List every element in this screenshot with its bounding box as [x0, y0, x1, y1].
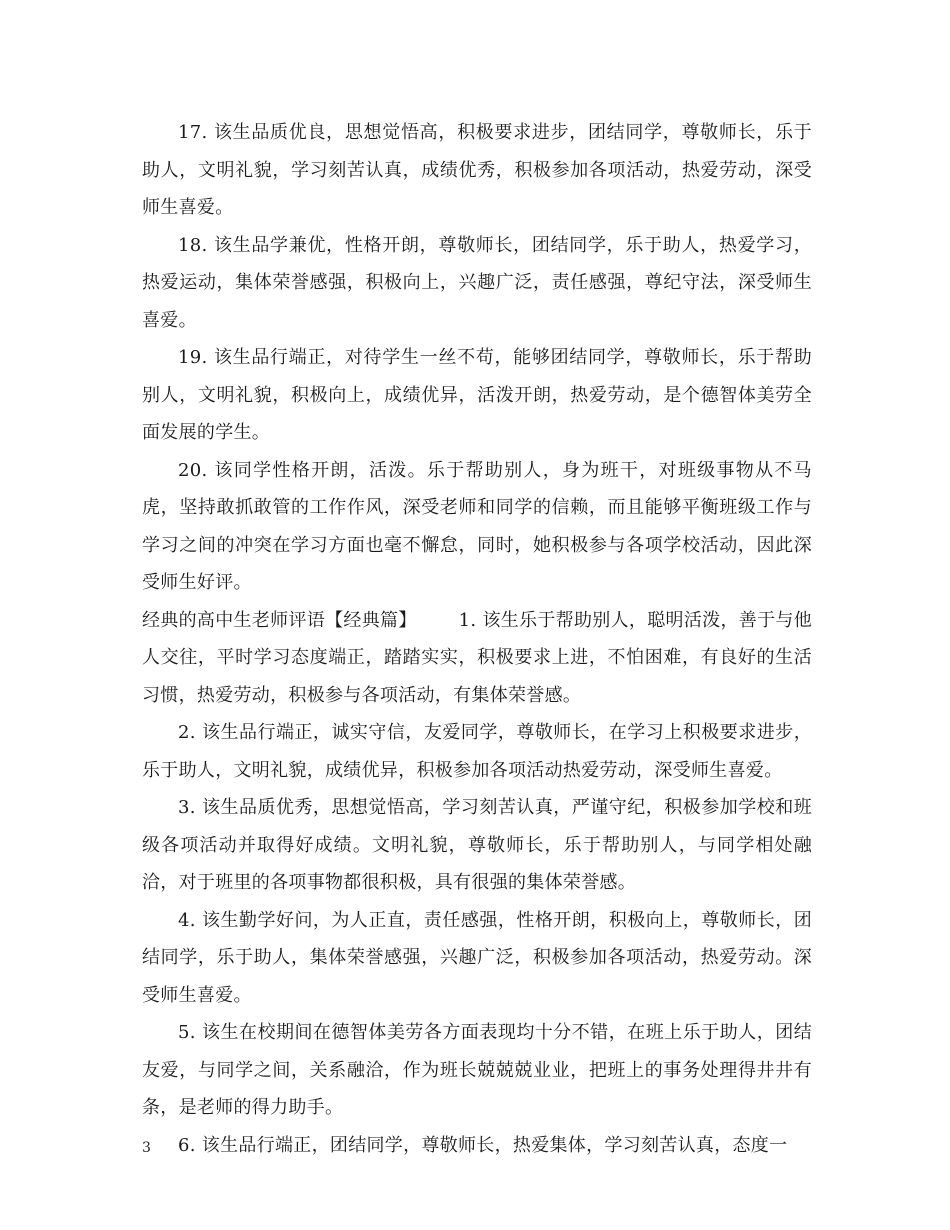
item-4: 4. 该生勤学好问，为人正直，责任感强，性格开朗，积极向上，尊敬师长，团结同学，乐于助人，集体荣誉感强，兴趣广泛，积极参加各项活动，热爱劳动。深受师生喜爱。	[142, 909, 812, 1006]
paragraph-17: 17. 该生品质优良，思想觉悟高，积极要求进步，团结同学，尊敬师长，乐于助人，文明礼貌，学习刻苦认真，成绩优秀，积极参加各项活动，热爱劳动，深受师生喜爱。	[142, 122, 812, 218]
section-paragraph	[142, 602, 812, 715]
paragraph-19: 19. 该生品行端正，对待学生一丝不苟，能够团结同学，尊敬师长，乐于帮助别人，文明礼貌，积极向上，成绩优异，活泼开朗，热爱劳动，是个德智体美劳全面发展的学生。	[142, 347, 812, 443]
section-heading: 经典的高中生老师评语【经典篇】	[142, 609, 417, 631]
page-number: 3	[142, 1140, 151, 1156]
document-body	[142, 114, 812, 1164]
item-5: 5. 该生在校期间在德智体美劳各方面表现均十分不错，在班上乐于助人，团结友爱，与同学之间，关系融洽，作为班长兢兢兢业业，把班上的事务处理得井井有条，是老师的得力助手。	[142, 1022, 812, 1118]
item-2: 2. 该生品行端正，诚实守信，友爱同学，尊敬师长，在学习上积极要求进步，乐于助人，文明礼貌，成绩优异，积极参加各项活动热爱劳动，深受师生喜爱。	[142, 722, 812, 781]
item-6: 6. 该生品行端正，团结同学，尊敬师长，热爱集体，学习刻苦认真，态度一	[178, 1134, 788, 1156]
section-first-item: 1. 该生乐于帮助别人，聪明活泼，善于与他人交往，平时学习态度端正，踏踏实实，积极要求上进，不怕困难，有良好的生活习惯，热爱劳动，积极参与各项活动，有集体荣誉感。	[142, 609, 812, 706]
item-3: 3. 该生品质优秀，思想觉悟高，学习刻苦认真，严谨守纪，积极参加学校和班级各项活动并取得好成绩。文明礼貌，尊敬师长，乐于帮助别人，与同学相处融洽，对于班里的各项事物都很积极，具有很强的集体荣誉感。	[142, 797, 812, 893]
paragraph-18: 18. 该生品学兼优，性格开朗，尊敬师长，团结同学，乐于助人，热爱学习，热爱运动，集体荣誉感强，积极向上，兴趣广泛，责任感强，尊纪守法，深受师生喜爱。	[142, 234, 812, 331]
paragraph-20: 20. 该同学性格开朗，活泼。乐于帮助别人，身为班干，对班级事物从不马虎，坚持敢抓敢管的工作作风，深受老师和同学的信赖，而且能够平衡班级工作与学习之间的冲突在学习方面也毫不懈怠，同时，她积极参与各项学校活动，因此深受师生好评。	[142, 459, 812, 593]
